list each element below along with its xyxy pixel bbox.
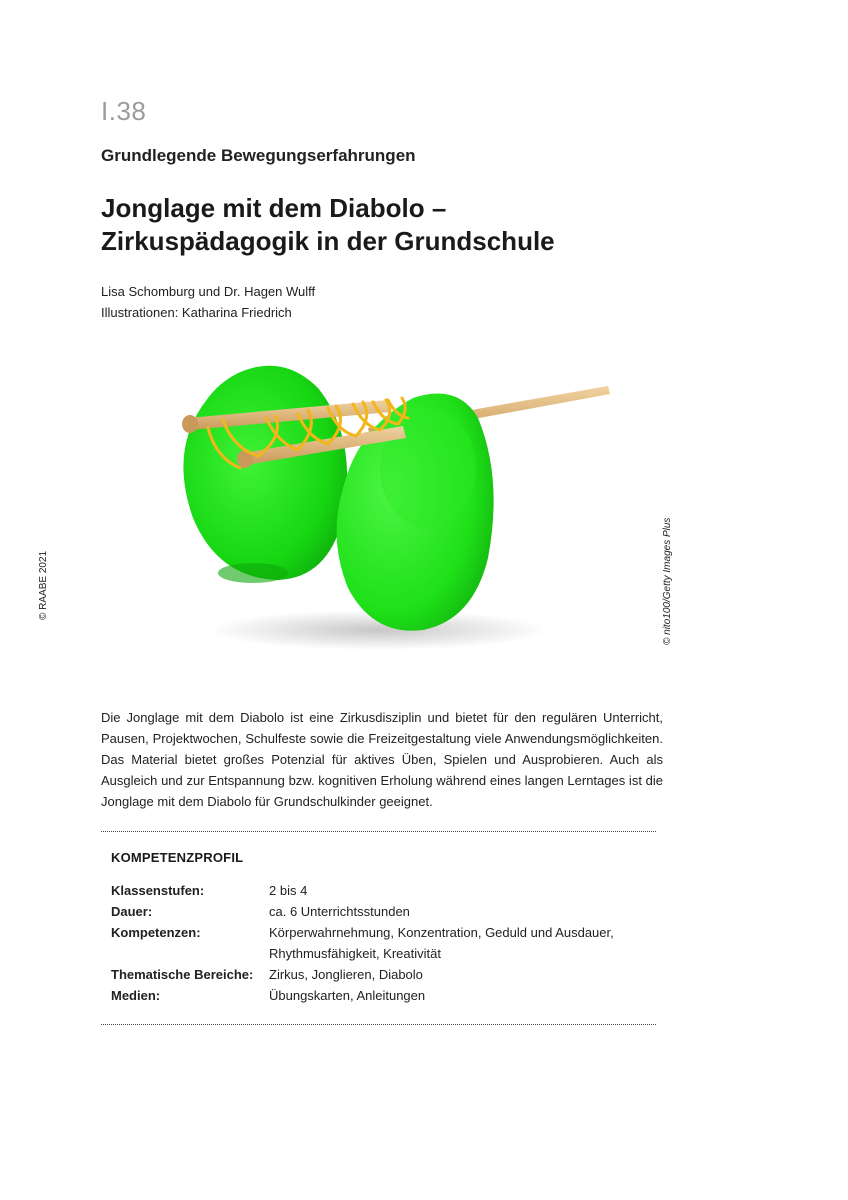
profile-value: ca. 6 Unterrichtsstunden [269, 904, 410, 919]
profile-row [111, 922, 629, 964]
stick-front-end [182, 415, 198, 433]
profile-label: Klassenstufen: [111, 883, 205, 898]
profile-value: 2 bis 4 [269, 883, 308, 898]
profile-label: Medien: [111, 988, 161, 1003]
profile-label: Kompetenzen: [111, 925, 201, 940]
profile-row [111, 964, 629, 985]
profile-row [111, 880, 629, 901]
profile-value: Körperwahrnehmung, Konzentration, Geduld und Ausdauer, Rhythmusfähigkeit, Kreativität [269, 925, 614, 961]
profile-label: Dauer: [111, 904, 153, 919]
diabolo-photo [158, 358, 638, 680]
page-number: I.38 [101, 96, 147, 126]
profile-row [111, 985, 629, 1006]
diabolo-cup-left [183, 366, 347, 580]
main-title [101, 192, 555, 258]
divider-top [101, 831, 656, 832]
illustrator-credit: Illustrationen: Katharina Friedrich [101, 305, 292, 320]
section-title: Grundlegende Bewegungserfahrungen [101, 146, 416, 165]
profile-value: Zirkus, Jonglieren, Diabolo [269, 967, 423, 982]
photo-credit: © nito100/Getty Images Plus [662, 517, 673, 645]
diabolo-cup-left-rim [218, 563, 288, 583]
profile-heading: KOMPETENZPROFIL [111, 850, 244, 865]
divider-bottom [101, 1024, 656, 1025]
title-line-1: Jonglage mit dem Diabolo – [101, 193, 447, 223]
profile-label: Thematische Bereiche: [111, 967, 254, 982]
title-line-2: Zirkuspädagogik in der Grundschule [101, 226, 555, 256]
profile-table [111, 880, 629, 1006]
author-names: Lisa Schomburg und Dr. Hagen Wulff [101, 284, 316, 299]
diabolo-cup-right-inner [380, 408, 476, 528]
authors [101, 281, 315, 323]
side-copyright: © RAABE 2021 [38, 550, 49, 620]
intro-paragraph: Die Jonglage mit dem Diabolo ist eine Zirkusdisziplin und bietet für den regulären Unterricht, Pausen, Projektwochen, Schulfeste sowie die Freizeitgestaltung viele Anwendungsmöglichkeiten. Das Material bietet großes Potenzial für aktives Üben, Spielen und Ausprobieren. Auch als Ausgleich und zur Entspannung bzw. kognitiven Erholung während eines langen Lerntages ist die Jonglage mit dem Diabolo für Grundschulkinder geeignet. [101, 710, 663, 809]
profile-value: Übungskarten, Anleitungen [269, 988, 426, 1003]
profile-row [111, 901, 629, 922]
